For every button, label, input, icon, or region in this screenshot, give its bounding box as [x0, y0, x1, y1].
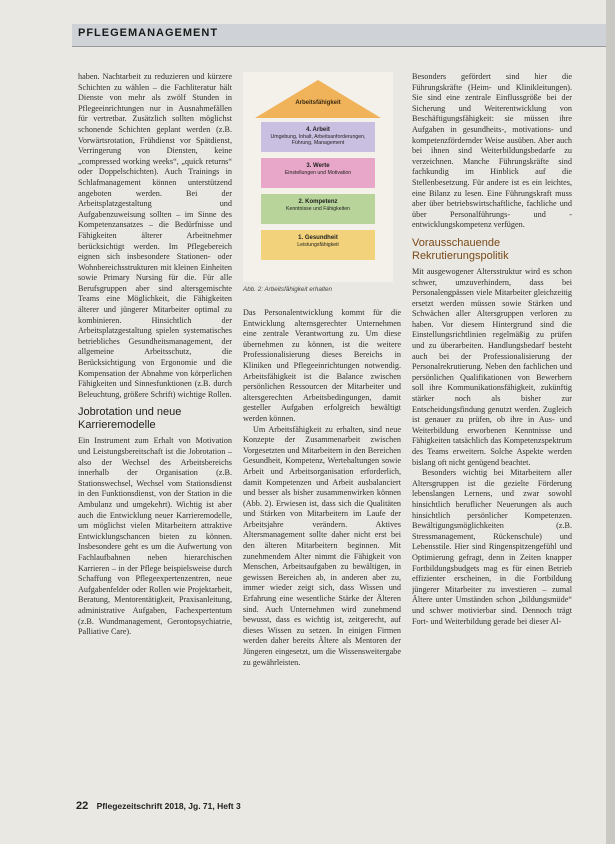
- level-2-subtitle: Kenntnisse und Fähigkeiten: [285, 206, 351, 212]
- level-1-subtitle: Leistungsfähigkeit: [297, 242, 339, 248]
- level-4-subtitle: Umgebung, Inhalt, Arbeitsanforderungen, Führung, Management: [270, 134, 366, 146]
- level-1-title: 1. Gesundheit: [298, 235, 338, 241]
- level-2-title: 2. Kompetenz: [298, 199, 338, 205]
- page-number: 22: [76, 800, 89, 812]
- pyramid-level-3: [261, 158, 375, 188]
- section-title: PFLEGEMANAGEMENT: [78, 27, 219, 39]
- col3-paragraph-1: Besonders gefördert sind hier die Führungskräfte (Heim- und Klinikleitungen). Sie sind eine zentrale Einflussgröße bei der Sicherung und Weiterentwicklung von Beschäftigungsfähigkeit: sie müssen ihre Aufgaben in gesundheits-, motivations- und kompetenzfördernder Weise ausüben. Aber auch bei ihnen sind Weiterbildungsbedarfe zu verzeichnen. Manche Führungskräfte sind fachkundig im Hinblick auf die Stellenbesetzung. Für andere ist es ein leichtes, eine Bilanz zu lesen. Eine Führungskraft muss aber über betriebswirtschaftliche, fachliche und über Personalführungs- und -entwicklungskompetenz verfügen.: [412, 72, 572, 230]
- text-column-2: [243, 308, 401, 794]
- text-column-1: [78, 72, 232, 794]
- pyramid-level-4: [261, 122, 375, 152]
- col1-heading-line-1: Jobrotation und neue: [78, 406, 182, 419]
- col3-heading-line-2: Rekrutierungspolitik: [412, 249, 509, 262]
- level-3-title: 3. Werte: [306, 163, 330, 169]
- journal-citation: Pflegezeitschrift 2018, Jg. 71, Heft 3: [96, 801, 241, 811]
- col2-paragraph-1: Das Personalentwicklung kommt für die Entwicklung alternsgerechter Unternehmen eine zentrale Verantwortung zu. Um diese übernehmen zu können, ist die weitere Professionalisierung dieses Bereichs in Kliniken und Pflegeeinrichtungen notwendig. Arbeitsfähigkeit ist die Balance zwischen persönlichen Ressourcen der Mitarbeiter und altersgerechten Arbeitsbedingungen, damit gesteller Aufgaben erfolgreich bewältigt werden können.: [243, 308, 401, 423]
- col1-heading: [78, 406, 232, 432]
- pyramid-roof: [255, 80, 381, 118]
- col3-heading: [412, 237, 572, 263]
- page-edge: [606, 0, 615, 844]
- col1-heading-line-2: Karrieremodelle: [78, 419, 156, 432]
- col3-paragraph-2: Mit ausgewogener Altersstruktur wird es schon schwer, umzuverhindern, dass bei Personalengpässen viele Mitarbeiter gleichzeitig ersetzt werden müssen sowie Stärken und Schwächen aller Altersgruppen verloren zu haben. Vor diesem Hintergrund sind die Einstellungsrichtlinien regelmäßig zu prüfen und zu überarbeiten. Handlungsbedarf besteht auch bei der Professionalisierung der Personalrekrutierung. Neben den fachlichen und persönlichen Qualifikationen von Bewerbern soll ihre Kommunikationsfähigkeit, zukünftig stärker noch als bisher zur Entscheidungsfindung genutzt werden. Zugleich ist genauer zu prüfen, ob ihre in Aus- und Weiterbildung erworbenen Kenntnisse und Fähigkeiten tatsächlich das Kompetenzspektrum des Teams erweitern. Solche Aspekte werden bislang oft nicht genügend beachtet.: [412, 266, 572, 467]
- text-column-3: [412, 72, 572, 794]
- col3-heading-line-1: Vorausschauende: [412, 236, 501, 249]
- col2-paragraph-2: Um Arbeitsfähigkeit zu erhalten, sind neue Konzepte der Zusammenarbeit zwischen Vorgesetzten und Mitarbeitern in den Bereichen Gesundheit, Kompetenz, Wertehaltungen sowie Arbeit und Arbeitsorganisation erforderlich, damit Kompetenzen und Arbeit ausbalanciert und besser als bisher zusammenwirken können (Abb. 2). Erwiesen ist, dass sich die Qualitäten und Stärken von Mitarbeitern im Laufe der Arbeitsjahre verändern. Aktives Altersmanagement sollte daher nicht erst bei den älteren Mitarbeitern beginnen. Mit zunehmendem Alter nimmt die Fähigkeit von Menschen, Arbeitsaufgaben zu bewältigen, in gewissen Bereichen ab, in anderen aber zu, immer wieder zeigt sich, dass Wissen und Erfahrung eine wesentliche Stärke der Älteren sind. Auch Unternehmen wird zunehmend bewusst, dass es wichtig ist, zeitgerecht, auf dieses Wissen zu setzen. In einigen Firmen werden daher bereits Ältere als Mentoren der Jüngeren eingesetzt, um die Wissensweitergabe zu gewährleisten.: [243, 424, 401, 667]
- page-footer: [76, 800, 241, 812]
- figure-caption: Abb. 2: Arbeitsfähigkeit erhalten: [243, 286, 333, 293]
- pyramid-figure: [243, 72, 393, 282]
- level-4-title: 4. Arbeit: [306, 127, 330, 133]
- col1-paragraph-1: haben. Nachtarbeit zu reduzieren und kürzere Schichten zu wählen – die Fachliteratur hält Dienste von mehr als zwölf Stunden in Pflegeeinrichtungen nur in Ausnahmefällen für vertretbar. Zusätzlich sollten möglichst schonende Schichten geplant werden (z.B. Vorwärtsrotation, Frühdienst vor Spätdienst, Verringerung von Diensten, keine „compressed working weeks“, „quick returns“ oder Doppelschichten). Auch Trainings in Schlafmanagement können unterstützend angeboten werden. Bei der Arbeitsplatzgestaltung und Aufgabenzuweisung sollten – im Sinne des Kompetenzansatzes – die Bedürfnisse und Fähigkeiten älterer Arbeitnehmer berücksichtigt werden. Im Pflegebereich eignen sich insbesondere Stationen- oder Wohnbereichsstrukturen mit kleinen Einheiten sowie Primary Nursing für die. Für alle Berufsgruppen aber sind altersgemischte Teams eine Möglichkeit, die Fähigkeiten älterer und jüngerer Mitarbeiter optimal zu kombinieren. Hinsichtlich der Arbeitsplatzgestaltung spielen systematisches betriebliches Gesundheitsmanagement, der allgemeine Arbeitsschutz, die Berücksichtigung von Ergonomie und die Kompensation der Abnahme von körperlichen Fähigkeiten und Sinnesfunktionen (z.B. durch Beleuchtung, größere Schrift) wichtige Rollen.: [78, 72, 232, 399]
- pyramid-level-1: [261, 230, 375, 260]
- header-rule: [72, 46, 615, 47]
- col1-paragraph-2: Ein Instrument zum Erhalt von Motivation und Leistungsbereitschaft ist die Jobrotation – also der Wechsel des Arbeitsbereichs innerhalb der Organisation (z.B. Stationswechsel, Wechsel vom Stationsdienst in den Funktionsdienst, von der Station in die Ambulanz und umgekehrt). Wichtig ist aber auch die Entwicklung neuer Karrieremodelle, um möglichst vielen Mitarbeitern attraktive Entwicklungschancen bieten zu können. Insbesondere geht es um die Aufwertung von Fachlaufbahnen neben hierarchischen Karrieren – in der Pflege beispielsweise durch Schaffung von Pflegeexpertenzentren, neue Aufgabenfelder oder Rollen wie Projektarbeit, Beratung, Mentorentätigkeit, Praxisanleitung, administrative Aufgaben, Fachexpertentum (z.B. Wundmanagement, Gerontopsychiatrie, Palliative Care).: [78, 436, 232, 637]
- col3-paragraph-3: Besonders wichtig bei Mitarbeitern aller Altersgruppen ist die gezielte Förderung lebenslangen Lernens, und zwar sowohl hinsichtlich beruflicher Neuerungen als auch hinsichtlich persönlicher Kompetenzen. Bewältigungsmöglichkeiten (z.B. Stressmanagement, Rückenschule) und Lebensstile. Hier sind Ringenspitzengefühl und Optimierung gefragt, denn in Zeiten knapper Fortbildungsbudgets mag es für einen Betrieb effizienter erscheinen, in die Fortbildung jüngerer Mitarbeiter zu investieren – zumal Ältere unter Umständen schon „bildungsmüde“ und schwer motivierbar sind. Dennoch trägt Fort- und Weiterbildung gerade bei dieser Al-: [412, 468, 572, 626]
- level-3-subtitle: Einstellungen und Motivation: [284, 170, 352, 176]
- pyramid-roof-label: Arbeitsfähigkeit: [295, 100, 341, 106]
- pyramid-level-2: [261, 194, 375, 224]
